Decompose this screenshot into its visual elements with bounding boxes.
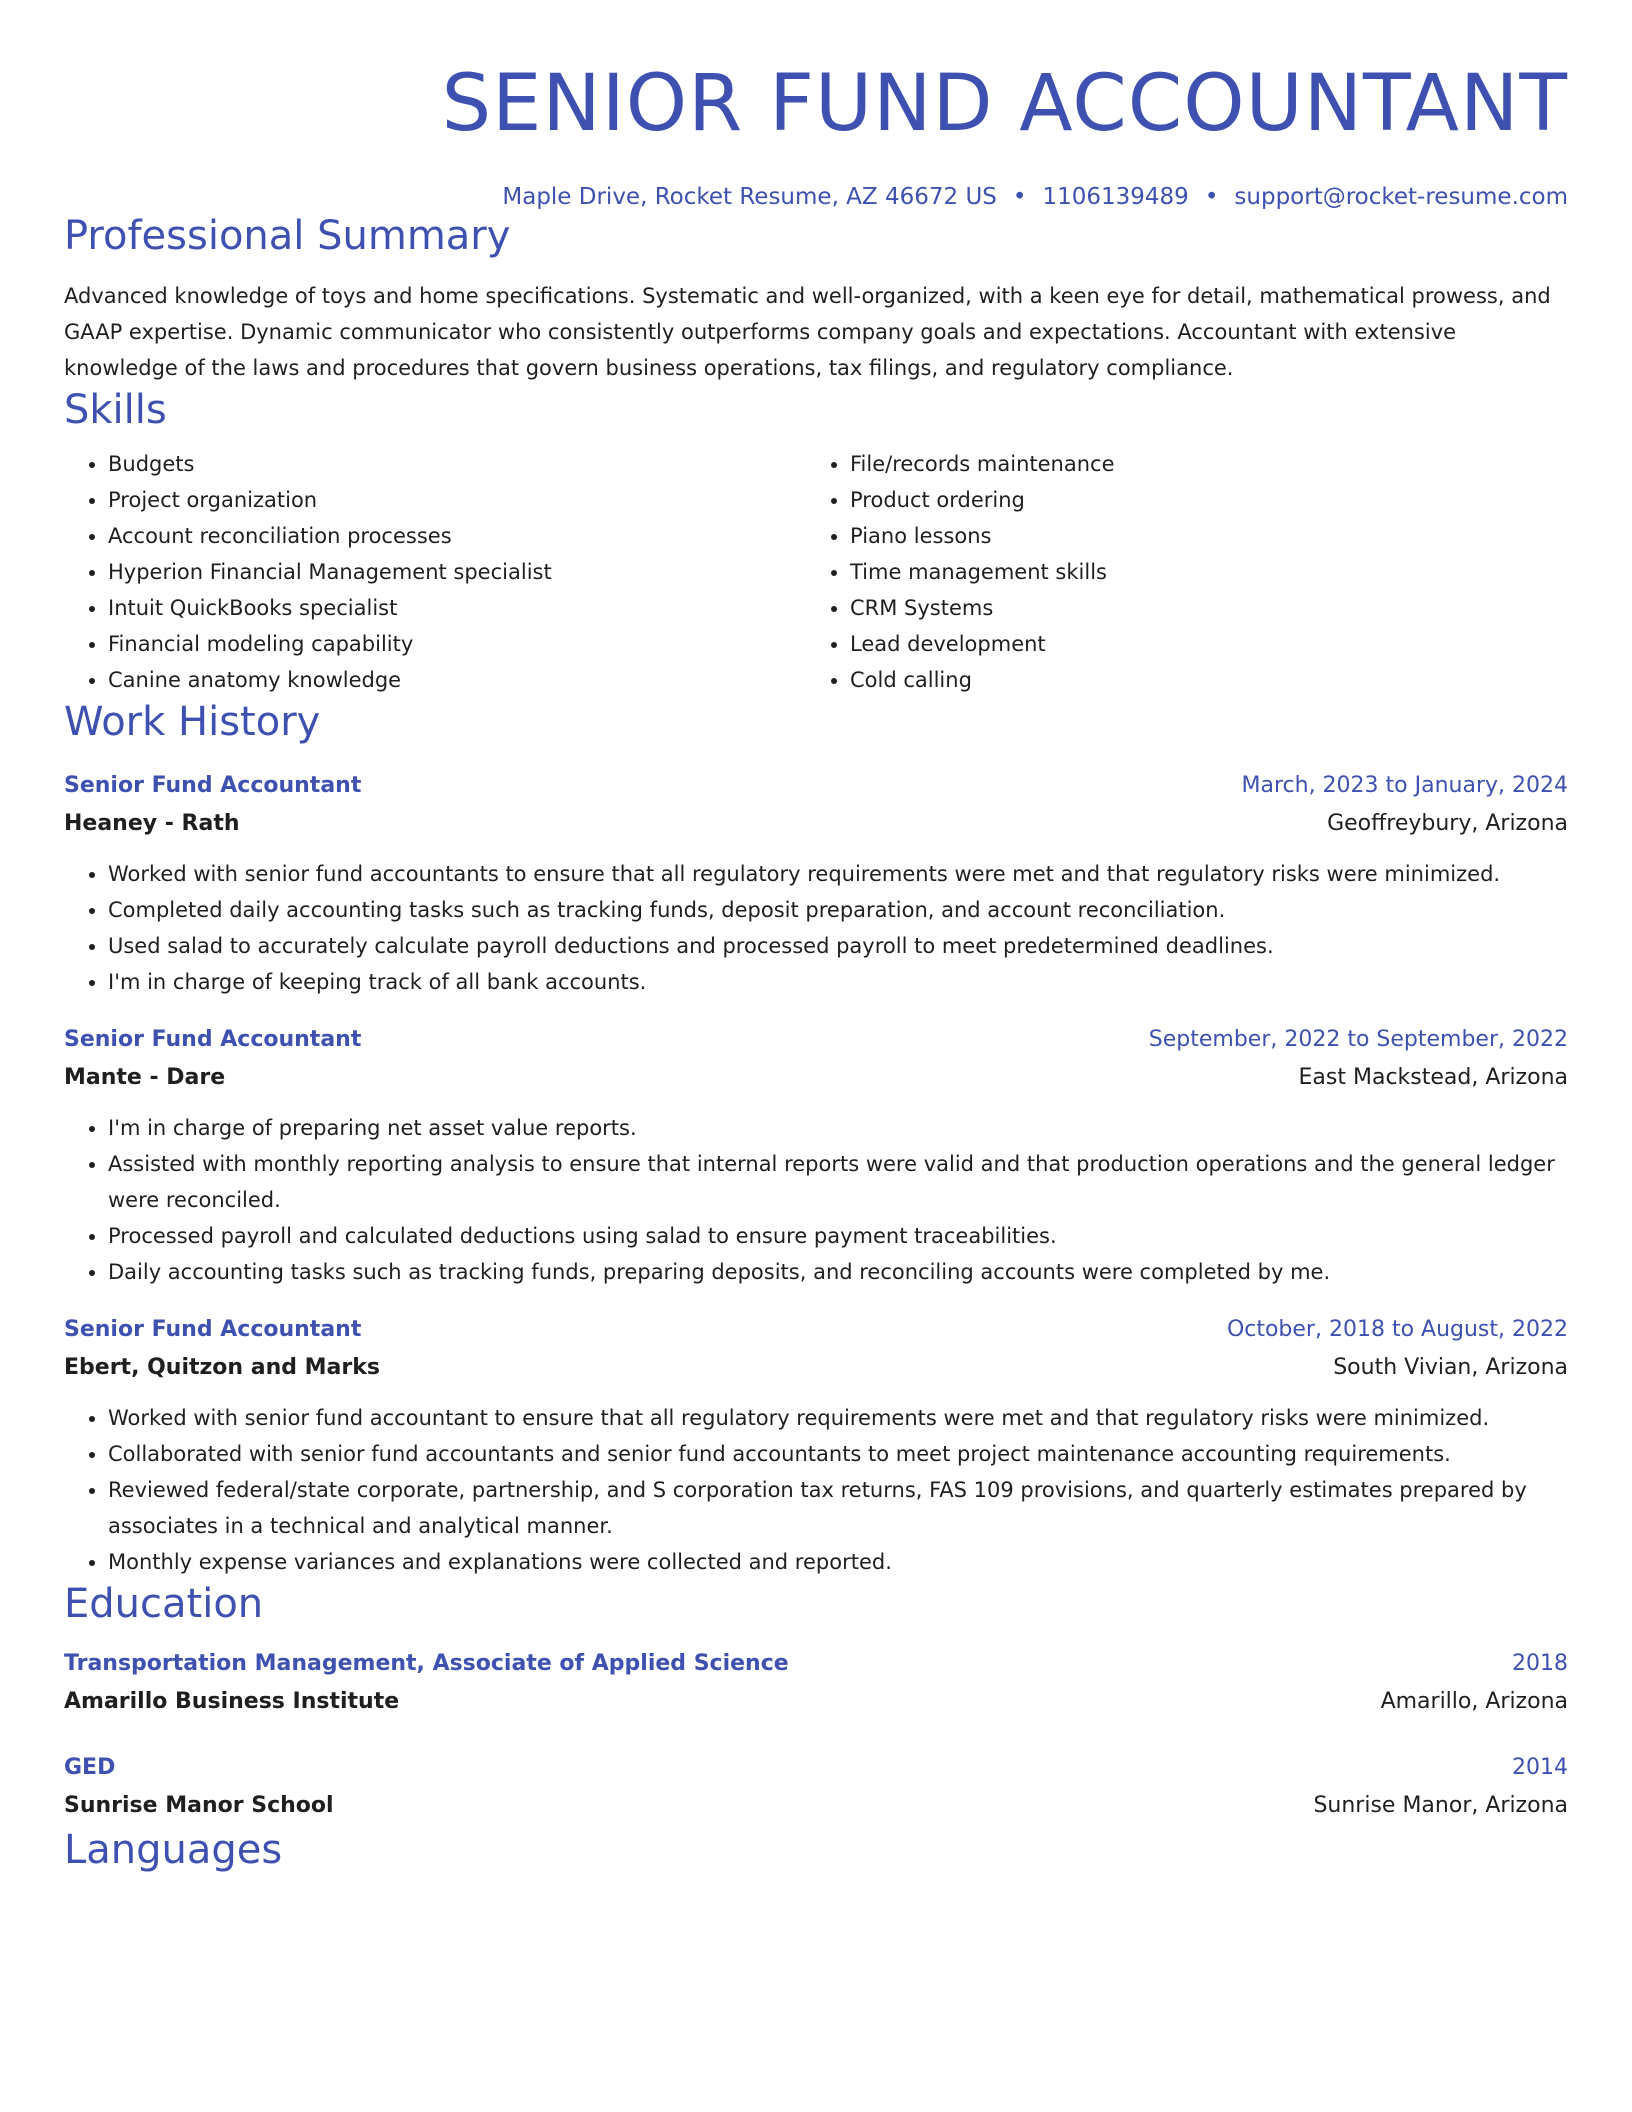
list-item: • Account reconciliation processes — [108, 518, 806, 554]
list-item: • Canine anatomy knowledge — [108, 662, 806, 698]
job-entry — [64, 1312, 1568, 1580]
list-item: • Collaborated with senior fund accountants and senior fund accountants to meet project maintenance accounting requirements. — [108, 1436, 1568, 1472]
list-item: • Worked with senior fund accountant to ensure that all regulatory requirements were met and that regulatory risks were minimized. — [108, 1400, 1568, 1436]
skills-heading: Skills — [64, 387, 167, 433]
job-company: Heaney - Rath — [64, 811, 240, 836]
degree: GED — [64, 1755, 116, 1780]
list-item: • Worked with senior fund accountants to ensure that all regulatory requirements were met and that regulatory risks were minimized. — [108, 856, 1568, 892]
phone[interactable]: 1106139489 — [1042, 184, 1189, 210]
contact-line — [64, 182, 1568, 212]
school-name: Amarillo Business Institute — [64, 1689, 400, 1714]
skills-list — [64, 446, 1568, 698]
job-entry — [64, 768, 1568, 1000]
skills-column-left — [64, 446, 806, 698]
list-item: • Processed payroll and calculated deductions using salad to ensure payment traceabilities. — [108, 1218, 1568, 1254]
job-role: Senior Fund Accountant — [64, 1027, 362, 1052]
list-item: • Reviewed federal/state corporate, partnership, and S corporation tax returns, FAS 109 provisions, and quarterly estimates prepared by associates in a technical and analytical manner. — [108, 1472, 1568, 1544]
list-item: • Completed daily accounting tasks such as tracking funds, deposit preparation, and account reconciliation. — [108, 892, 1568, 928]
job-company: Ebert, Quitzon and Marks — [64, 1355, 380, 1380]
job-bullets — [64, 856, 1568, 1000]
list-item: • Intuit QuickBooks specialist — [108, 590, 806, 626]
list-item: • Hyperion Financial Management specialist — [108, 554, 806, 590]
list-item: • Budgets — [108, 446, 806, 482]
list-item: • Used salad to accurately calculate payroll deductions and processed payroll to meet predetermined deadlines. — [108, 928, 1568, 964]
separator-dot: • — [1204, 184, 1219, 210]
education-entry — [64, 1750, 1568, 1826]
address: Maple Drive, Rocket Resume, AZ 46672 US — [502, 184, 997, 210]
list-item: • Monthly expense variances and explanations were collected and reported. — [108, 1544, 1568, 1580]
list-item: • Piano lessons — [850, 518, 1115, 554]
list-item: • I'm in charge of preparing net asset value reports. — [108, 1110, 1568, 1146]
education-heading: Education — [64, 1581, 264, 1627]
list-item: • Product ordering — [850, 482, 1115, 518]
list-item: • I'm in charge of keeping track of all bank accounts. — [108, 964, 1568, 1000]
job-bullets — [64, 1110, 1568, 1290]
list-item: • Assisted with monthly reporting analysis to ensure that internal reports were valid and that production operations and the general ledger were reconciled. — [108, 1146, 1568, 1218]
resume-header — [64, 0, 1568, 212]
graduation-year: 2014 — [1512, 1755, 1568, 1780]
job-location: South Vivian, Arizona — [1333, 1355, 1568, 1380]
languages-heading: Languages — [64, 1827, 283, 1873]
list-item: • File/records maintenance — [850, 446, 1115, 482]
school-location: Amarillo, Arizona — [1380, 1689, 1568, 1714]
skills-column-right — [806, 446, 1115, 698]
job-dates: October, 2018 to August, 2022 — [1226, 1317, 1568, 1342]
list-item: • Lead development — [850, 626, 1115, 662]
separator-dot: • — [1012, 184, 1027, 210]
job-role: Senior Fund Accountant — [64, 773, 362, 798]
job-dates: September, 2022 to September, 2022 — [1148, 1027, 1568, 1052]
job-dates: March, 2023 to January, 2024 — [1241, 773, 1568, 798]
work-history-heading: Work History — [64, 699, 321, 745]
job-location: Geoffreybury, Arizona — [1327, 811, 1568, 836]
school-name: Sunrise Manor School — [64, 1793, 334, 1818]
list-item: • Project organization — [108, 482, 806, 518]
list-item: • Cold calling — [850, 662, 1115, 698]
school-location: Sunrise Manor, Arizona — [1313, 1793, 1568, 1818]
job-bullets — [64, 1400, 1568, 1580]
list-item: • CRM Systems — [850, 590, 1115, 626]
list-item: • Daily accounting tasks such as tracking funds, preparing deposits, and reconciling accounts were completed by me. — [108, 1254, 1568, 1290]
summary-heading: Professional Summary — [64, 213, 511, 259]
list-item: • Time management skills — [850, 554, 1115, 590]
degree: Transportation Management, Associate of Applied Science — [64, 1651, 789, 1676]
job-title: SENIOR FUND ACCOUNTANT — [441, 59, 1568, 149]
list-item: • Financial modeling capability — [108, 626, 806, 662]
job-entry — [64, 1022, 1568, 1290]
graduation-year: 2018 — [1512, 1651, 1568, 1676]
education-entry — [64, 1646, 1568, 1722]
job-company: Mante - Dare — [64, 1065, 226, 1090]
email-link[interactable]: support@rocket-resume.com — [1234, 184, 1568, 210]
job-role: Senior Fund Accountant — [64, 1317, 362, 1342]
summary-text: Advanced knowledge of toys and home specifications. Systematic and well-organized, with a keen eye for detail, mathematical prowess, and GAAP expertise. Dynamic communicator who consistently outperforms company goals and expectations. Accountant with extensive knowledge of the laws and procedures that govern business operations, tax filings, and regulatory compliance. — [64, 284, 1551, 380]
job-location: East Mackstead, Arizona — [1298, 1065, 1568, 1090]
